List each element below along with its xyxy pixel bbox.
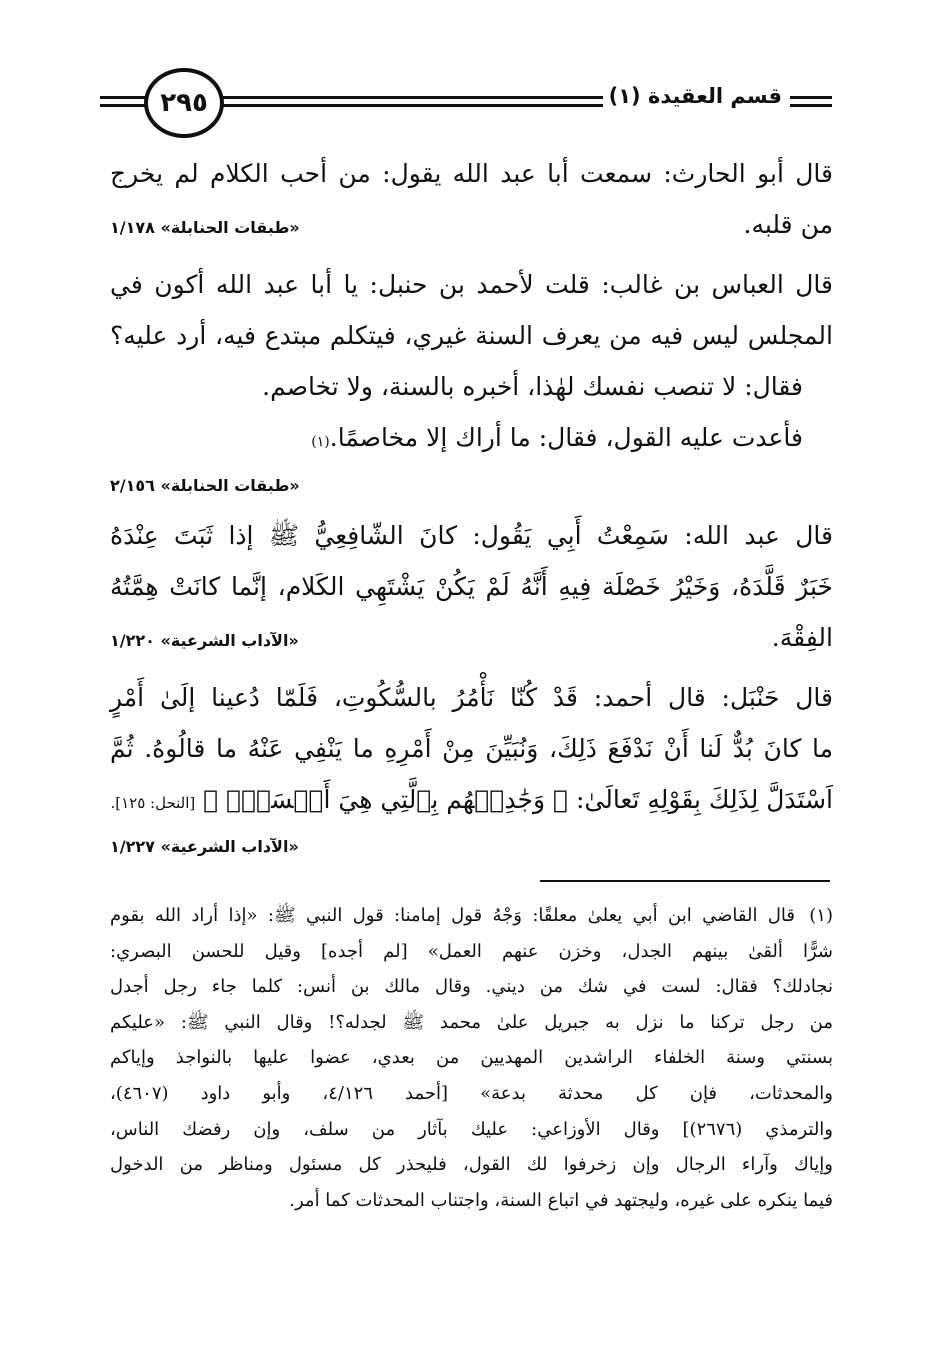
source-citation: «طبقات الحنابلة» ٢/١٥٦ [110,476,300,495]
footnote-number: (١) [809,905,833,926]
text-line: قال العباس بن غالب: قلت لأحمد بن حنبل: يا أبا عبد الله أكون في [110,270,833,299]
footnote-line: بسنتي وسنة الخلفاء الراشدين المهديين من بعدي، عضوا عليها بالنواجذ وإياكم [110,1047,833,1069]
page-number: ٢٩٥ [144,68,224,138]
text-line: ما كانَ بُدٌّ لَنا أَنْ نَدْفَعَ ذَلِكَ، وَنُبَيِّنَ مِنْ أَمْرِهِ ما يَنْفِي عَنْهُ ما قالُوهُ. ثُمَّ [110,734,833,763]
text-line: المجلس ليس فيه من يعرف السنة غيري، فيتكلم مبتدع فيه، أرد عليه؟ [110,321,833,350]
footnote-line: نجادلك؟ فقال: لست في شك من ديني. وقال مالك بن أنس: كلما جاء رجل أجدل [110,976,833,998]
page-header [100,66,832,138]
header-rule [790,104,832,107]
footnote-line: (١) قال القاضي ابن أبي يعلىٰ معلقًا: وَجْهُ قول إمامنا: قول النبي ﷺ: «إذا أراد الله بقوم [110,898,833,934]
footnote-line: والترمذي (٢٦٧٦)] وقال الأوزاعي: عليك بآثار من سلف، وإن رفضك الناس، [110,1118,833,1140]
text-line: قال أبو الحارث: سمعت أبا عبد الله يقول: من أحب الكلام لم يخرج [110,159,833,188]
footnote-marker[interactable]: (١) [311,434,330,450]
main-text [110,148,833,865]
footnote-line: من رجل تركنا ما نزل به جبريل علىٰ محمد ﷺ لجدله؟! وقال النبي ﷺ: «عليكم [110,1011,833,1033]
text-line: من قلبه. «طبقات الحنابلة» ١/١٧٨ [110,199,833,253]
text-line: فأعدت عليه القول، فقال: ما أراك إلا مخاصمًا. (١) [110,412,833,468]
text-line: اَسْتَدَلَّ لِذَلِكَ بِقَوْلِهِ تَعالَىٰ: ﴿ وَجَٰدِلۡهُم بِٱلَّتِي هِيَ أَحۡسَنُۚ ﴾ [النحل: ١٢٥]. [110,774,833,829]
footnote-line: شرًّا ألقىٰ بينهم الجدل، وخزن عنهم العمل» [لم أجده] وقيل للحسن البصري: [110,940,833,962]
source-citation: «طبقات الحنابلة» ١/١٧٨ [110,218,300,237]
footnote-separator [540,880,830,882]
source-citation: «الآداب الشرعية» ١/٢٢٧ [110,837,299,856]
text-line: فقال: لا تنصب نفسك لهٰذا، أخبره بالسنة، ولا تخاصم. [262,372,803,401]
footnote-line: والمحدثات، فإن كل محدثة بدعة» [أحمد ٤/١٢٦، وأبو داود (٤٦٠٧)، [110,1082,833,1104]
source-citation: «الآداب الشرعية» ١/٢٢٠ [110,631,299,650]
text-line: قال عبد الله: سَمِعْتُ أَبِي يَقُول: كانَ الشّافِعِيُّ ﷺ إذا ثَبَتَ عِنْدَهُ [110,521,833,550]
footnote-line: وإياك وآراء الرجال وإن زخرفوا لك القول، فليحذر كل مسئول ومناظر من الدخول [110,1154,833,1176]
footnote [110,898,833,1218]
running-title: قسم العقيدة (١) [603,84,788,108]
text-line: قال حَنْبَل: قال أحمد: قَدْ كُنّا نَأْمُرُ بالسُّكُوتِ، فَلَمّا دُعينا إلَىٰ أَمْرٍ [110,683,833,712]
text-line: خَبَرٌ قَلَّدَهُ، وَخَيْرُ خَصْلَة فِيهِ أَنَّهُ لَمْ يَكُنْ يَشْتَهِي الكَلام، إنَّما كانَتْ هِمَّتُهُ [110,572,833,601]
header-rule [790,96,832,99]
footnote-line: فيما ينكره على غيره، وليجتهد في اتباع السنة، واجتناب المحدثات كما أمر. [289,1189,833,1211]
text-line: الفِقْهَ. «الآداب الشرعية» ١/٢٢٠ [110,612,833,666]
quran-reference: [النحل: ١٢٥]. [110,794,196,812]
